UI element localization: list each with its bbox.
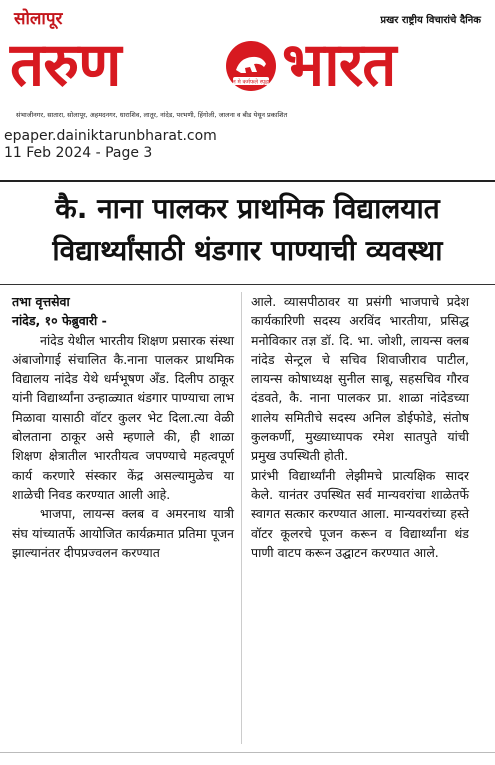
masthead-city: सोलापूर bbox=[14, 9, 63, 29]
editions-strip: संभाजीनगर, सातारा, सोलापूर, अहमदनगर, धाराशिव, लातूर, नांदेड, परभणी, हिंगोली, जालना व बीड येथून प्रकाशित bbox=[16, 111, 288, 119]
headline-line1: कै. नाना पालकर प्राथमिक विद्यालयात bbox=[55, 192, 440, 225]
logo-motto: न मे कर्मफले स्पृहा bbox=[232, 79, 270, 86]
source-url: epaper.dainiktarunbharat.com bbox=[4, 128, 217, 144]
page-meta bbox=[4, 128, 217, 162]
lion-logo-icon bbox=[224, 40, 278, 92]
article-column-right bbox=[251, 292, 469, 562]
column-divider bbox=[241, 292, 242, 744]
byline: तभा वृत्तसेवा bbox=[12, 294, 70, 309]
masthead bbox=[0, 0, 495, 118]
page-bottom-edge bbox=[0, 752, 495, 753]
article-paragraph: नांदेड येथील भारतीय शिक्षण प्रसारक संस्था अंबाजोगाई संचालित कै.नाना पालकर प्राथमिक विद्यालय नांदेड येथे धर्मभूषण अँड. दिलीप ठाकूर यांनी विद्यार्थ्यांना उन्हाळ्यात थंडगार पाण्याचा लाभ मिळावा यासाठी वॉटर कुलर भेट दिला.त्या वेळी बोलताना ठाकूर असे म्हणाले की, ही शाळा शिक्षण क्षेत्रातील भारतीयत्व जपण्याचे महत्वपूर्ण कार्य करणारे संस्कार केंद्र असल्यामुळेच या शाळेची निवड करण्यात आली आहे. bbox=[12, 332, 234, 502]
masthead-tagline: प्रखर राष्ट्रीय विचारांचे दैनिक bbox=[380, 15, 481, 26]
date-page: 11 Feb 2024 - Page 3 bbox=[4, 145, 153, 161]
article-headline bbox=[0, 188, 495, 272]
article-paragraph: प्रारंभी विद्यार्थ्यांनी लेझीमचे प्रात्यक्षिक सादर केले. यानंतर उपस्थित सर्व मान्यवरांचा शाळेतर्फे स्वागत सत्कार करण्यात आला. मान्यवरांच्या हस्ते वॉटर कूलरचे पूजन करून व विद्यार्थ्यांना थंड पाणी वाटप करून उद्घाटन करण्यात आले. bbox=[251, 467, 469, 560]
divider bbox=[0, 284, 495, 285]
article-column-left bbox=[12, 292, 234, 562]
headline-line2: विद्यार्थ्यांसाठी थंडगार पाण्याची व्यवस्था bbox=[52, 234, 443, 267]
article-paragraph: आले. व्यासपीठावर या प्रसंगी भाजपाचे प्रदेश कार्यकारिणी सदस्य अरविंद भारतीया, प्रसिद्ध मनोविकार तज्ञ डॉ. दि. भा. जोशी, लायन्स क्लब नांदेड सेन्ट्रल चे सचिव शिवाजीराव पाटील, लायन्स कोषाध्यक्ष सुनील साबू, सहसचिव गौरव दंडवते, कै. नाना पालकर प्रा. शाळा नांदेडच्या शालेय समितीचे सदस्य अनिल डोईफोडे, संतोष कुलकर्णी, मुख्याध्यापक रमेश सातपुते यांची प्रमुख उपस्थिती होती. bbox=[251, 294, 469, 464]
dateline: नांदेड, १० फेब्रुवारी - bbox=[12, 313, 107, 329]
article-paragraph: भाजपा, लायन्स क्लब व अमरनाथ यात्री संघ यांच्यातर्फे आयोजित कार्यक्रमात प्रतिमा पूजन झाल्यानंतर दीपप्रज्वलन करण्यात bbox=[12, 506, 234, 560]
brand-name-part2: भारत bbox=[282, 30, 396, 100]
divider bbox=[0, 180, 495, 182]
brand-name-part1: तरुण bbox=[10, 30, 121, 100]
